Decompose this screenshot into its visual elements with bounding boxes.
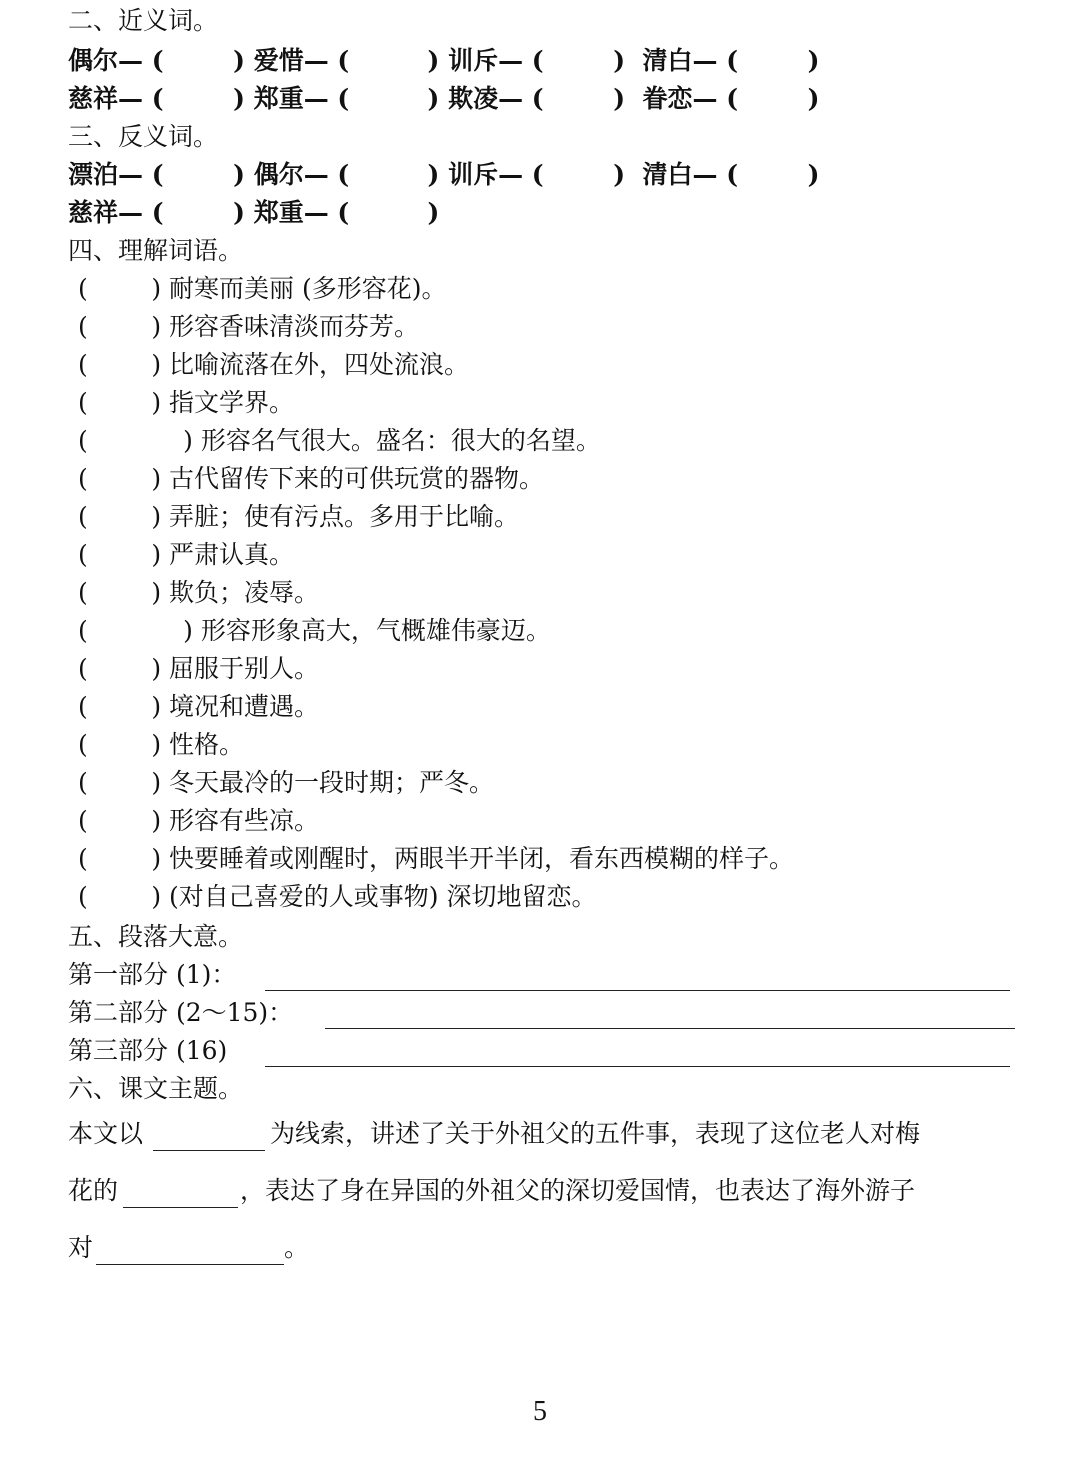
part1-label: 第一部分 (1)： xyxy=(68,960,237,989)
section3-heading: 三、反义词。 xyxy=(68,122,219,151)
definition-item: ( ) 境况和遭遇。 xyxy=(78,692,320,721)
section4-heading: 四、理解词语。 xyxy=(68,236,244,265)
section3-row1: 漂泊— ( ) 偶尔— ( ) 训斥— ( ) 清白— ( ) xyxy=(68,160,820,189)
theme-blank-2 xyxy=(123,1207,238,1208)
theme-line3-start: 对 xyxy=(68,1233,94,1262)
definition-item: ( ) 形容有些凉。 xyxy=(78,806,320,835)
theme-line3-end: 。 xyxy=(284,1233,310,1262)
part2-answer-line xyxy=(325,1028,1015,1029)
definition-item: ( ) 指文学界。 xyxy=(78,388,295,417)
definition-item: ( ) 形容名气很大。盛名：很大的名望。 xyxy=(78,426,601,455)
page-number: 5 xyxy=(533,1396,547,1427)
definition-item: ( ) 冬天最冷的一段时期；严冬。 xyxy=(78,768,495,797)
theme-line2-end: ，表达了身在异国的外祖父的深切爱国情，也表达了海外游子 xyxy=(240,1176,916,1205)
definition-item: ( ) 弄脏；使有污点。多用于比喻。 xyxy=(78,502,520,531)
part2-label: 第二部分 (2～15)： xyxy=(68,998,294,1027)
theme-blank-1 xyxy=(153,1150,265,1151)
section3-row2: 慈祥— ( ) 郑重— ( ) xyxy=(68,198,440,227)
definition-item: ( ) 性格。 xyxy=(78,730,245,759)
definition-item: ( ) 屈服于别人。 xyxy=(78,654,320,683)
section2-heading: 二、近义词。 xyxy=(68,6,219,35)
section5-heading: 五、段落大意。 xyxy=(68,922,244,951)
definition-item: ( ) 欺负；凌辱。 xyxy=(78,578,320,607)
part3-answer-line xyxy=(265,1066,1010,1067)
theme-blank-3 xyxy=(96,1264,284,1265)
section6-heading: 六、课文主题。 xyxy=(68,1074,244,1103)
definition-item: ( ) (对自己喜爱的人或事物) 深切地留恋。 xyxy=(78,882,597,911)
section2-row1: 偶尔— ( ) 爱惜— ( ) 训斥— ( ) 清白— ( ) xyxy=(68,46,820,75)
definition-item: ( ) 比喻流落在外，四处流浪。 xyxy=(78,350,470,379)
part3-label: 第三部分 (16) xyxy=(68,1036,228,1065)
definition-item: ( ) 耐寒而美丽 (多形容花)。 xyxy=(78,274,447,303)
definition-item: ( ) 快要睡着或刚醒时，两眼半开半闭，看东西模糊的样子。 xyxy=(78,844,795,873)
definition-item: ( ) 形容香味清淡而芬芳。 xyxy=(78,312,420,341)
part1-answer-line xyxy=(265,990,1010,991)
theme-line1-end: 为线索，讲述了关于外祖父的五件事，表现了这位老人对梅 xyxy=(270,1119,921,1148)
section2-row2: 慈祥— ( ) 郑重— ( ) 欺凌— ( ) 眷恋— ( ) xyxy=(68,84,820,113)
definition-item: ( ) 严肃认真。 xyxy=(78,540,295,569)
theme-line1-start: 本文以 xyxy=(68,1119,144,1148)
theme-line2-start: 花的 xyxy=(68,1176,119,1205)
definition-item: ( ) 古代留传下来的可供玩赏的器物。 xyxy=(78,464,545,493)
definition-item: ( ) 形容形象高大，气概雄伟豪迈。 xyxy=(78,616,551,645)
